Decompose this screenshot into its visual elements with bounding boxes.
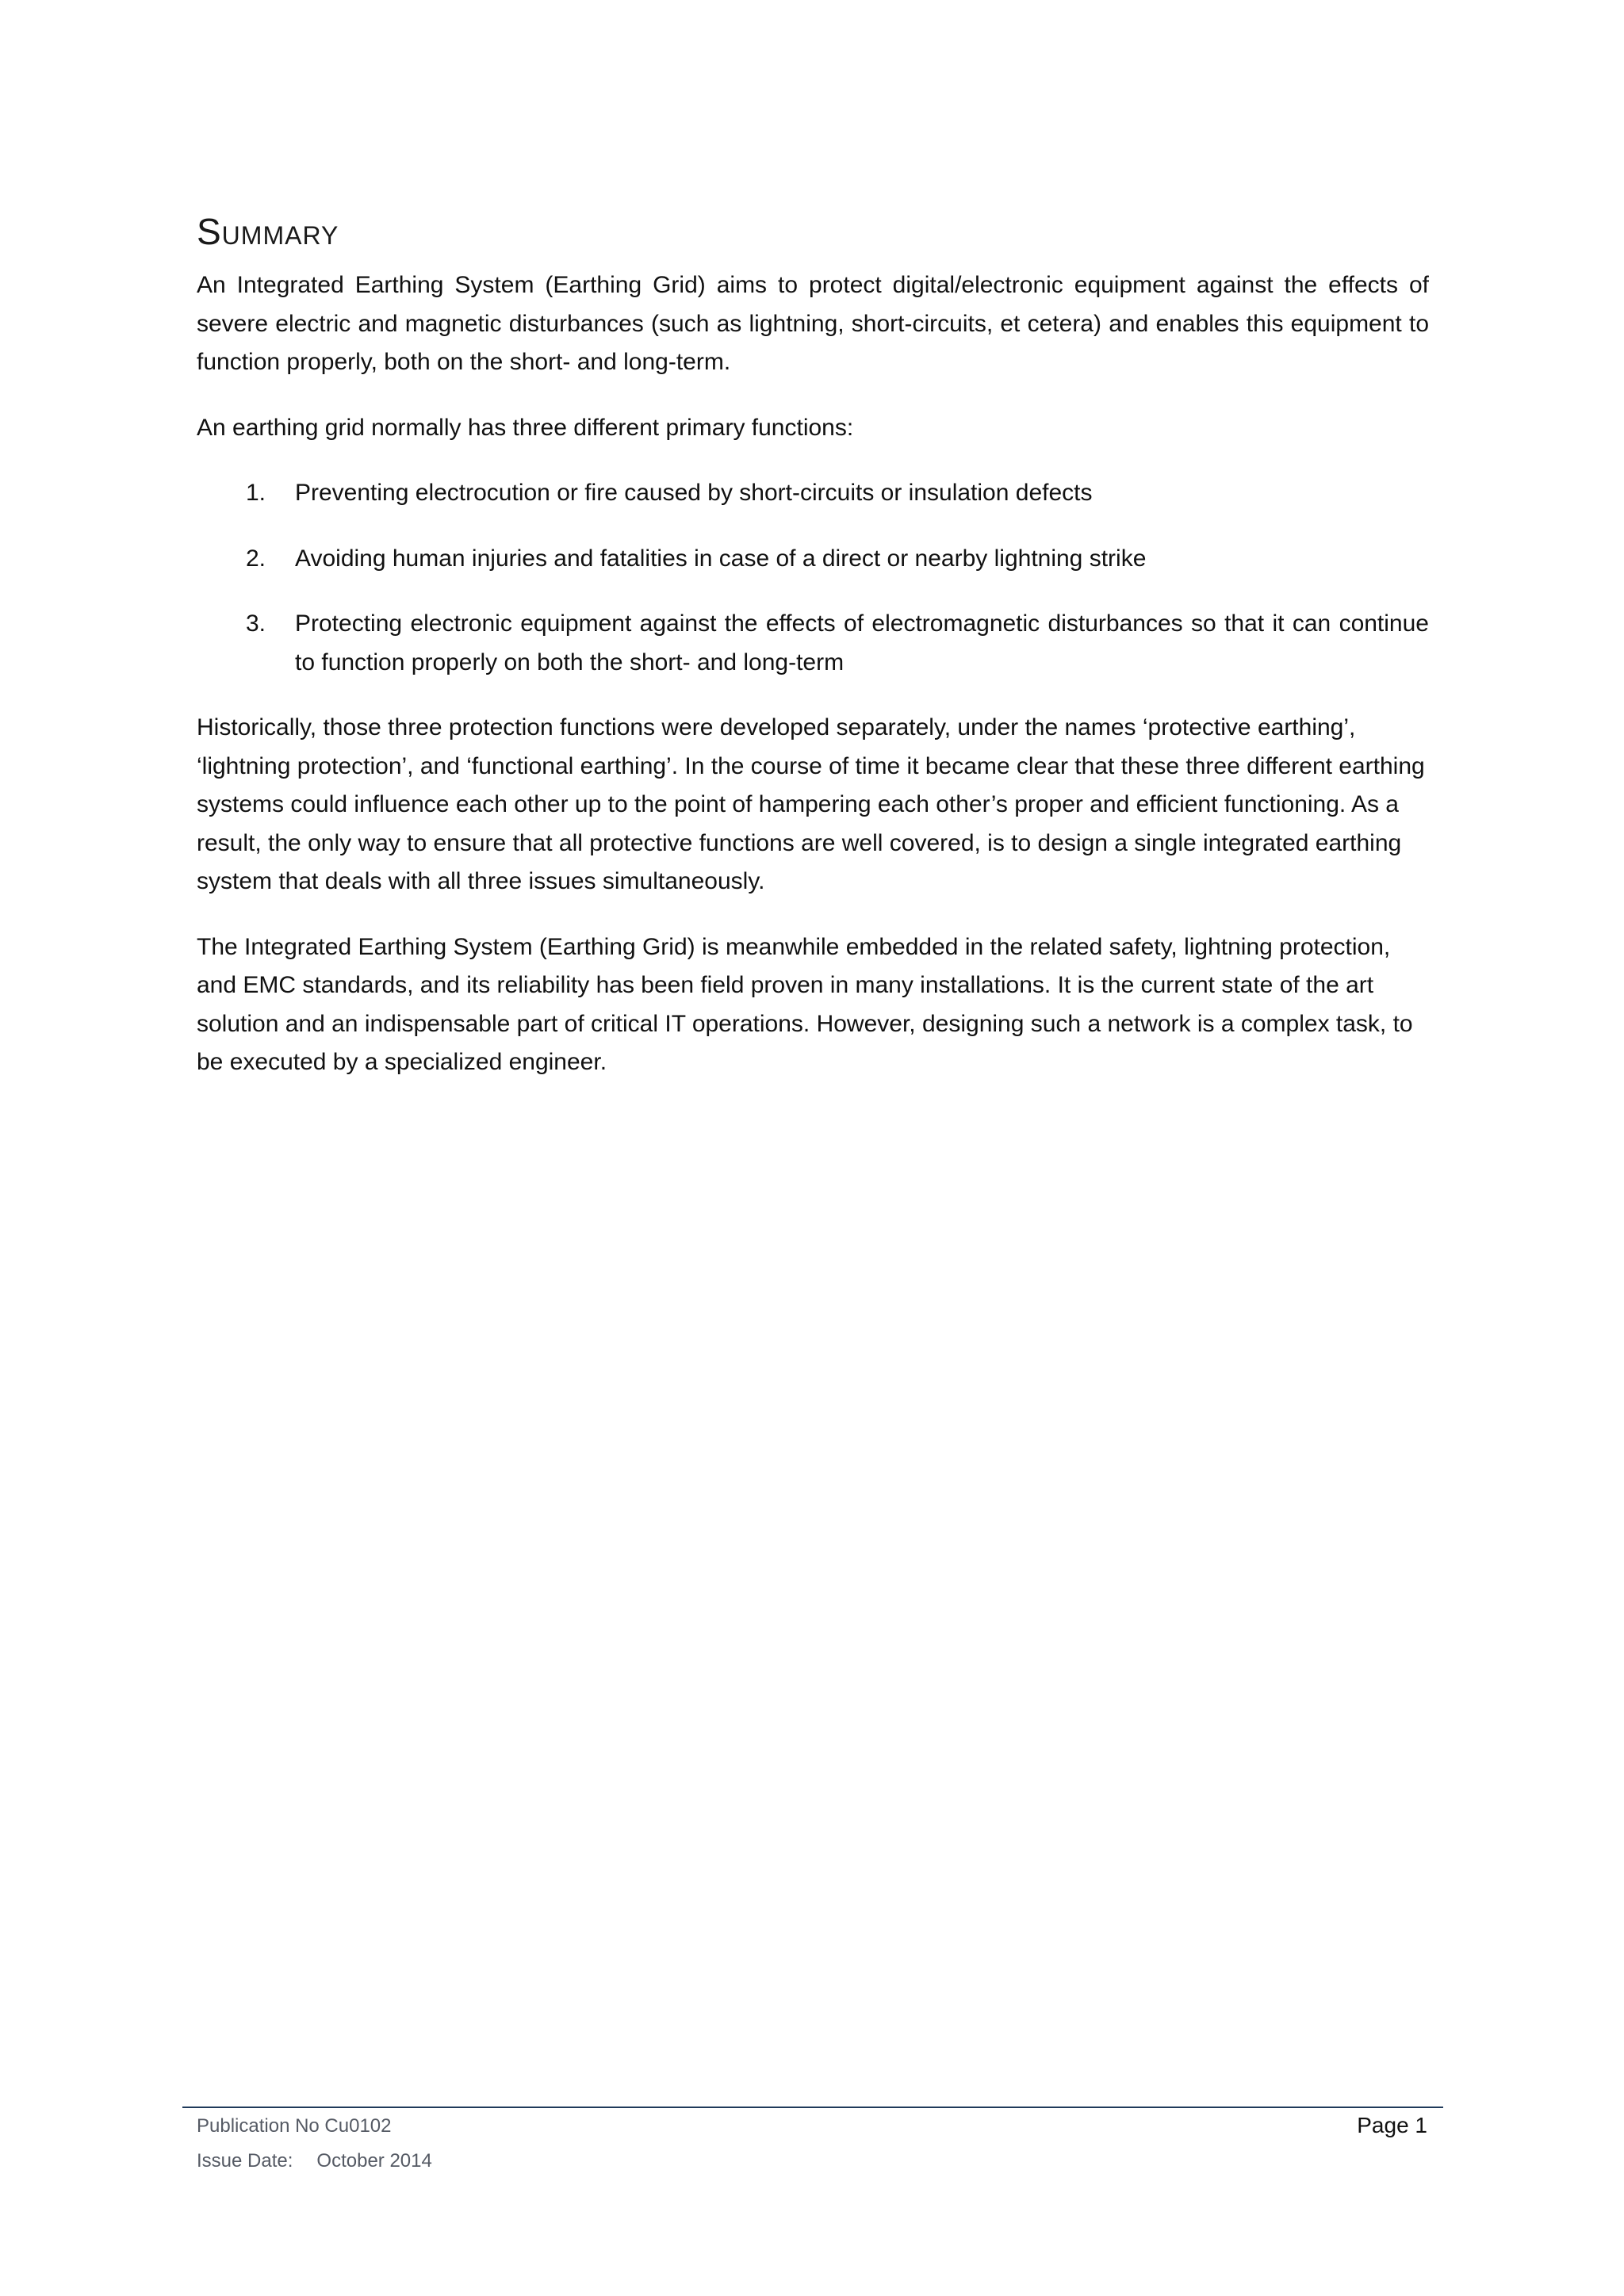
page-content <box>197 208 1429 1109</box>
footer-divider <box>182 2107 1443 2108</box>
list-item-text: Avoiding human injuries and fatalities in case of a direct or nearby lightning strike <box>295 545 1147 572</box>
intro-paragraph: An Integrated Earthing System (Earthing Grid) aims to protect digital/electronic equipment against the effects of severe electric and magnetic disturbances (such as lightning, short-circuits, et cetera) and enables this equipment to function properly, both on the short- and long-term. <box>197 272 1429 375</box>
history-paragraph: Historically, those three protection functions were developed separately, under the names ‘protective earthing’, ‘lightning protection’, and ‘functional earthing’. In the course of time it became clear that these three different earthing systems could influence each other up to the point of hampering each other’s proper and efficient functioning. As a result, the only way to ensure that all protective functions are well covered, is to design a single integrated earthing system that deals with all three issues simultaneously. <box>197 714 1425 894</box>
footer-issue-date <box>197 2150 432 2172</box>
current-state-paragraph: The Integrated Earthing System (Earthing Grid) is meanwhile embedded in the related safety, lightning protection, and EMC standards, and its reliability has been field proven in many installations. It is the current state of the art solution and an indispensable part of critical IT operations. However, designing such a network is a complex task, to be executed by a specialized engineer. <box>197 933 1413 1075</box>
list-item-text: Protecting electronic equipment against the effects of electromagnetic disturbances so that it can continue to function properly on both the short- and long-term <box>295 610 1429 675</box>
functions-lead-paragraph: An earthing grid normally has three different primary functions: <box>197 414 854 441</box>
page-title: Summary <box>197 211 339 252</box>
issue-date-label: Issue Date: <box>197 2150 293 2172</box>
list-item <box>197 474 1429 513</box>
list-item-number: 1. <box>246 480 266 506</box>
issue-date-value: October 2014 <box>316 2150 432 2172</box>
functions-list <box>197 474 1429 682</box>
list-item-text: Preventing electrocution or fire caused by short-circuits or insulation defects <box>295 480 1093 506</box>
footer-page-number: Page 1 <box>1357 2113 1427 2137</box>
list-item-number: 3. <box>246 610 266 637</box>
footer-publication-number: Publication No Cu0102 <box>197 2115 392 2137</box>
list-item <box>197 540 1429 579</box>
list-item <box>197 605 1429 682</box>
list-item-number: 2. <box>246 545 266 572</box>
